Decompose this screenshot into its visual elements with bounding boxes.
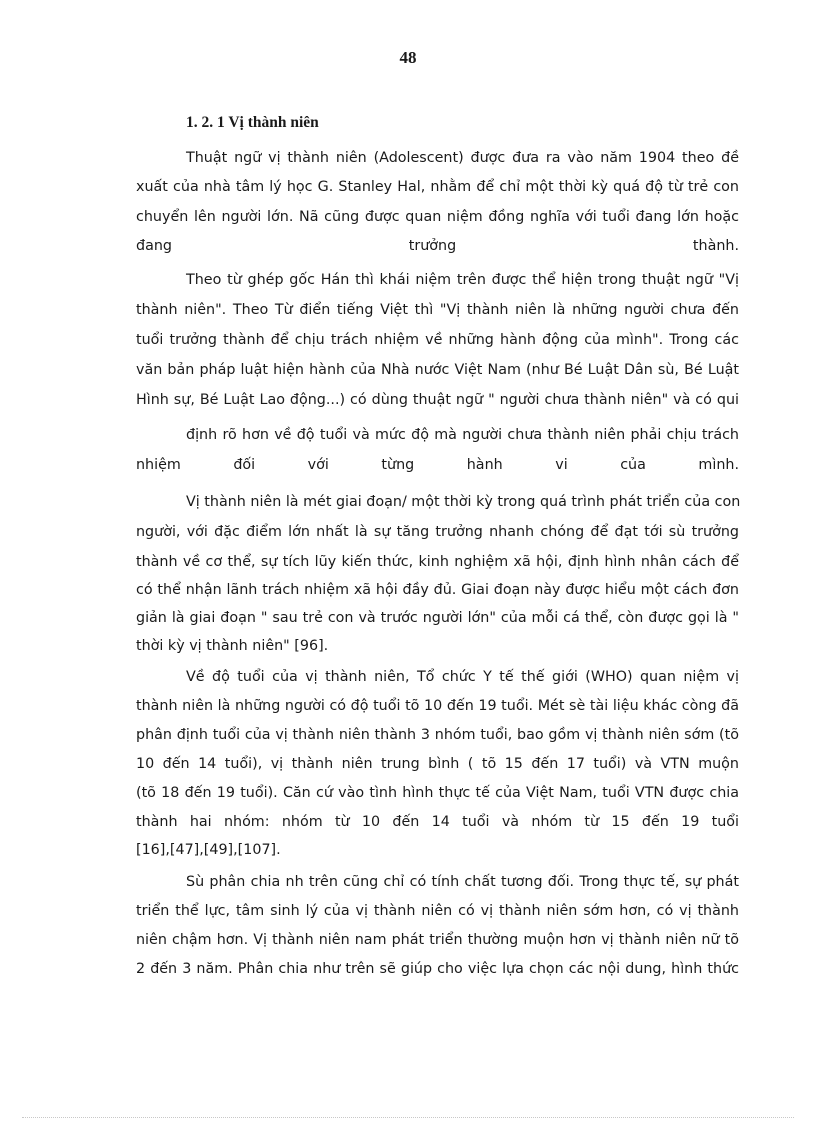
body-line: thành niên". Theo Từ điển tiếng Việt thì "Vị thành niên là những người chưa đến xyxy=(136,302,739,318)
body-line: thành về cơ thể, sự tích lũy kiến thức, kinh nghiệm xã hội, định hình nhân cách để xyxy=(136,554,739,570)
body-line: triển thể lực, tâm sinh lý của vị thành niên có vị thành niên sớm hơn, có vị thành xyxy=(136,903,739,919)
body-line: Về độ tuổi của vị thành niên, Tổ chức Y tế thế giới (WHO) quan niệm vị xyxy=(186,669,739,685)
body-line: Vị thành niên là mét giai đoạn/ một thời kỳ trong quá trình phát triển của con xyxy=(186,494,741,510)
body-line: có thể nhận lãnh trách nhiệm xã hội đầy đủ. Giai đoạn này được hiểu một cách đơn xyxy=(136,582,739,598)
body-line: Hình sự, Bé Luật Lao động...) có dùng thuật ngữ " người chưa thành niên" và có qui xyxy=(136,392,739,408)
body-line: giản là giai đoạn " sau trẻ con và trước người lớn" của mỗi cá thể, còn được gọi là " xyxy=(136,610,739,626)
body-line: xuất của nhà tâm lý học G. Stanley Hal, nhằm để chỉ một thời kỳ quá độ từ trẻ con xyxy=(136,179,739,195)
body-line: Theo từ ghép gốc Hán thì khái niệm trên được thể hiện trong thuật ngữ "Vị xyxy=(186,272,739,288)
body-line: định rõ hơn về độ tuổi và mức độ mà người chưa thành niên phải chịu trách xyxy=(186,427,739,443)
body-line: chuyển lên người lớn. Nã cũng được quan niệm đồng nghĩa với tuổi đang lớn hoặc xyxy=(136,209,739,225)
body-line: văn bản pháp luật hiện hành của Nhà nước Việt Nam (như Bé Luật Dân sù, Bé Luật xyxy=(136,362,739,378)
body-line: Sù phân chia nh trên cũng chỉ có tính chất tương đối. Trong thực tế, sự phát xyxy=(186,874,739,890)
body-line: thành niên là những người có độ tuổi tõ 10 đến 19 tuổi. Mét sè tài liệu khác còng đã xyxy=(136,698,739,714)
body-line: [16],[47],[49],[107]. xyxy=(136,842,281,858)
body-line: người, với đặc điểm lớn nhất là sự tăng trưởng nhanh chóng để đạt tới sù trưởng xyxy=(136,524,739,540)
body-line: nhiệm đối với từng hành vi của mình. xyxy=(136,457,739,473)
page-number: 48 xyxy=(399,48,417,67)
body-line: (tõ 18 đến 19 tuổi). Căn cứ vào tình hình thực tế của Việt Nam, tuổi VTN được chia xyxy=(136,785,739,801)
body-line: đang trưởng thành. xyxy=(136,238,739,254)
body-line: 10 đến 14 tuổi), vị thành niên trung bình ( tõ 15 đến 17 tuổi) và VTN muộn xyxy=(136,756,739,772)
page-bottom-rule xyxy=(22,1117,794,1118)
body-line: Thuật ngữ vị thành niên (Adolescent) được đưa ra vào năm 1904 theo đề xyxy=(186,150,739,166)
body-line: 2 đến 3 năm. Phân chia như trên sẽ giúp cho việc lựa chọn các nội dung, hình thức xyxy=(136,961,739,977)
body-line: niên chậm hơn. Vị thành niên nam phát triển thường muộn hơn vị thành niên nữ tõ xyxy=(136,932,739,948)
body-line: thời kỳ vị thành niên" [96]. xyxy=(136,638,329,654)
body-line: phân định tuổi của vị thành niên thành 3 nhóm tuổi, bao gồm vị thành niên sớm (tõ xyxy=(136,727,739,743)
section-heading: 1. 2. 1 Vị thành niên xyxy=(186,114,319,131)
body-line: tuổi trưởng thành để chịu trách nhiệm về những hành động của mình". Trong các xyxy=(136,332,739,348)
body-line: thành hai nhóm: nhóm từ 10 đến 14 tuổi và nhóm từ 15 đến 19 tuổi xyxy=(136,814,739,830)
